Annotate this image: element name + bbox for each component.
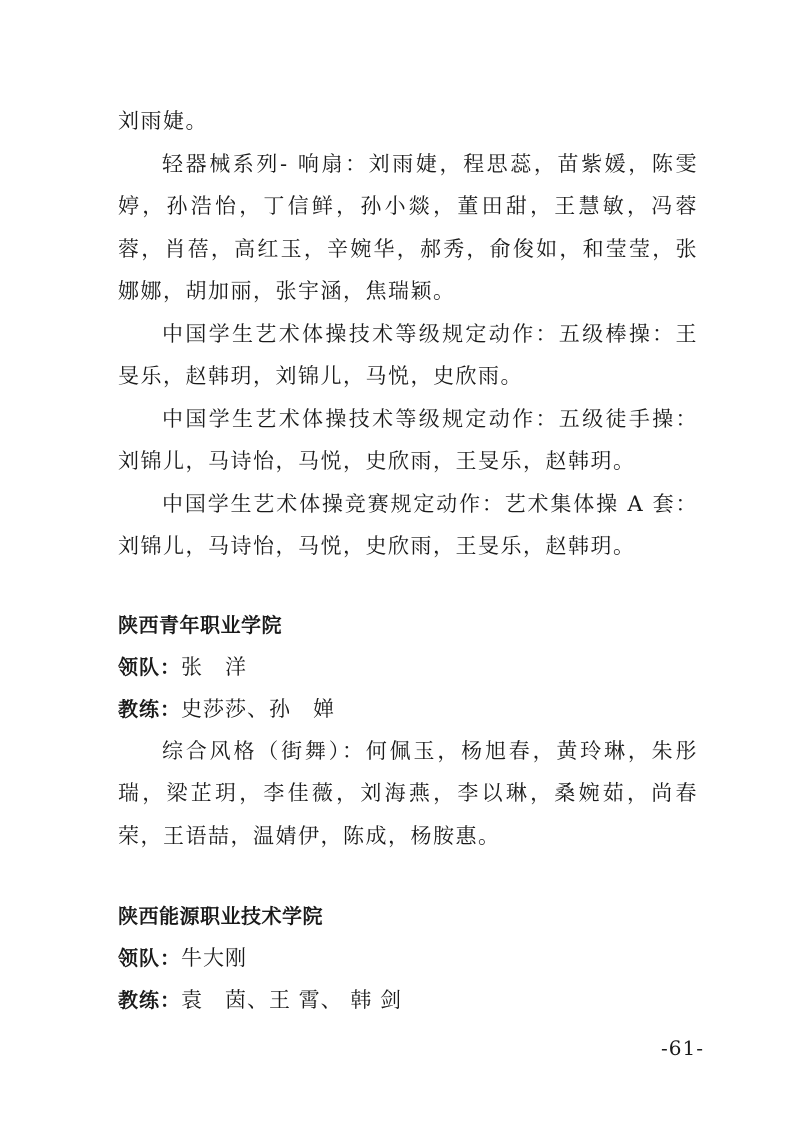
coach-label: 教练： xyxy=(118,696,181,721)
coach-value: 袁 茵、王 霄、 韩 剑 xyxy=(181,988,403,1012)
paragraph-level5-club: 中国学生艺术体操技术等级规定动作：五级棒操：王旻乐，赵韩玥，刘锦儿，马悦，史欣雨。 xyxy=(118,321,698,388)
section-shaanxi-youth xyxy=(118,604,698,858)
paragraph-street-dance: 综合风格（街舞）：何佩玉，杨旭春，黄玲琳，朱彤瑞，梁芷玥，李佳薇，刘海燕，李以琳，桑婉茹，尚春荣，王语喆，温婧伊，陈成，杨胺惠。 xyxy=(118,738,698,848)
leader-label: 领队： xyxy=(118,946,181,970)
paragraph-fan-series: 轻器械系列- 响扇：刘雨婕，程思蕊，苗紫媛，陈雯婷，孙浩怡，丁信鲜，孙小燚，董田甜，王慧敏，冯蓉蓉，肖蓓，高红玉，辛婉华，郝秀，俞俊如，和莹莹，张娜娜，胡加丽，张宇涵，焦瑞颖。 xyxy=(118,151,698,303)
leader-value: 张 洋 xyxy=(181,654,247,679)
section-title: 陕西能源职业技术学院 xyxy=(118,904,323,928)
document-page xyxy=(118,100,698,1021)
coach-label: 教练： xyxy=(118,988,181,1012)
leader-line xyxy=(118,937,698,979)
paragraph-level5-freehand: 中国学生艺术体操技术等级规定动作：五级徒手操：刘锦儿，马诗怡，马悦，史欣雨，王旻乐，赵韩玥。 xyxy=(118,406,698,473)
paragraph-group-a: 中国学生艺术体操竞赛规定动作：艺术集体操 A 套：刘锦儿，马诗怡，马悦，史欣雨，王旻乐，赵韩玥。 xyxy=(118,491,698,558)
coach-line xyxy=(118,688,698,730)
section-shaanxi-energy xyxy=(118,895,698,1021)
page-number: -61- xyxy=(661,1036,704,1060)
spacer xyxy=(118,857,698,895)
leader-label: 领队： xyxy=(118,654,181,679)
coach-value: 史莎莎、孙 婵 xyxy=(181,696,335,721)
leader-line xyxy=(118,646,698,688)
leader-value: 牛大刚 xyxy=(181,946,247,970)
coach-line xyxy=(118,979,698,1021)
section-title: 陕西青年职业学院 xyxy=(118,612,282,637)
spacer xyxy=(118,568,698,604)
paragraph-continuation: 刘雨婕。 xyxy=(118,109,208,133)
